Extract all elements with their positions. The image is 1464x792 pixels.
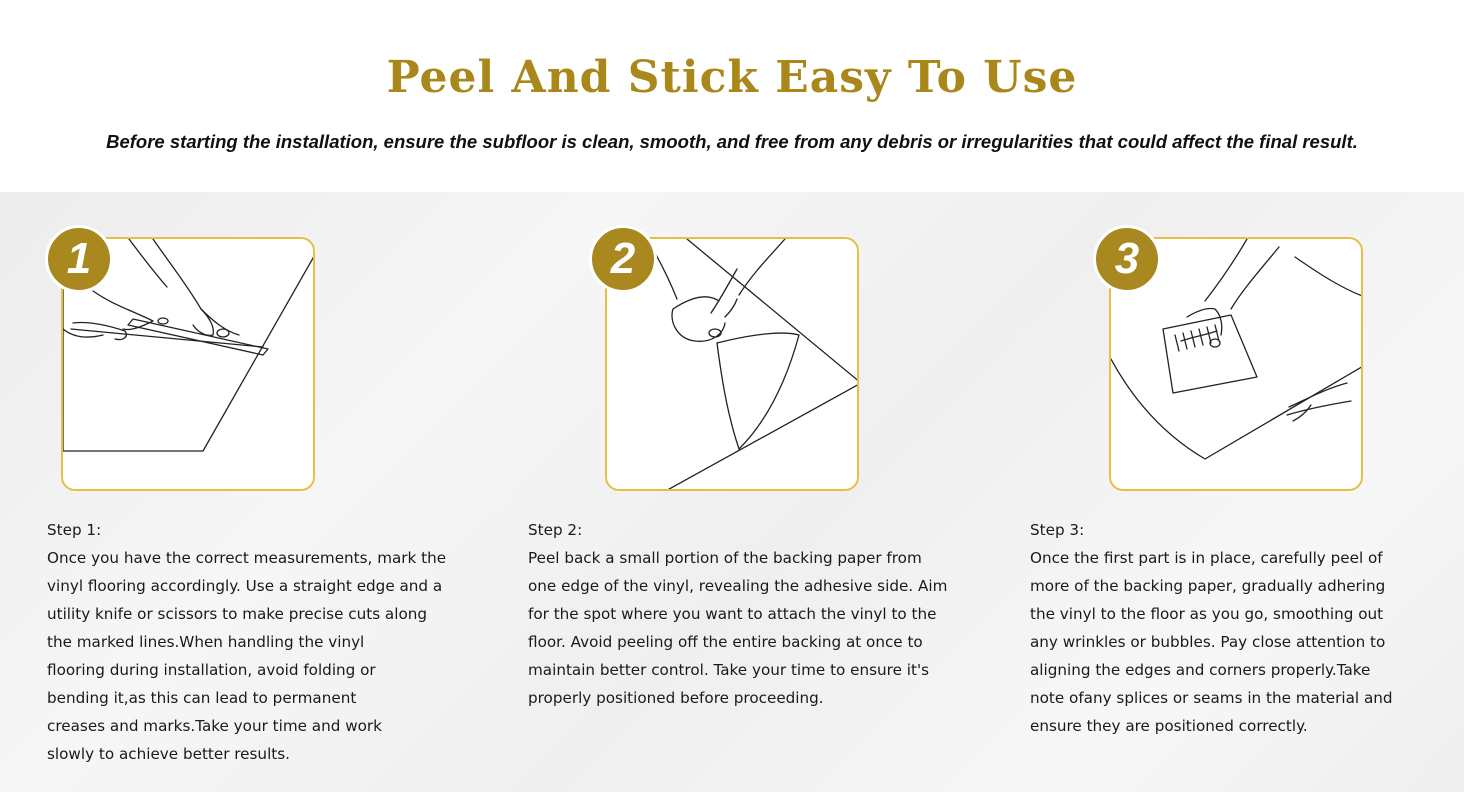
step-2-line: Peel back a small portion of the backing paper from	[528, 549, 922, 567]
step-3-line: Once the first part is in place, carefully peel of	[1030, 549, 1383, 567]
step-3-line: more of the backing paper, gradually adhering	[1030, 577, 1386, 595]
step-3-line: note ofany splices or seams in the material and	[1030, 689, 1393, 707]
step-1-line: slowly to achieve better results.	[47, 745, 290, 763]
step-2-description	[528, 516, 998, 712]
step-3-line: ensure they are positioned correctly.	[1030, 717, 1308, 735]
step-2-line: one edge of the vinyl, revealing the adhesive side. Aim	[528, 577, 948, 595]
step-2-line: maintain better control. Take your time to ensure it's	[528, 661, 930, 679]
step-1-line: vinyl flooring accordingly. Use a straight edge and a	[47, 577, 443, 595]
page-title: Peel And Stick Easy To Use	[386, 52, 1078, 103]
step-3-number-badge: 3	[1093, 225, 1161, 293]
step-1-line: creases and marks.Take your time and work	[47, 717, 382, 735]
step-3-line: the vinyl to the floor as you go, smoothing out	[1030, 605, 1384, 623]
step-1-line: the marked lines.When handling the vinyl	[47, 633, 365, 651]
step-3-description	[1030, 516, 1450, 740]
step-1-label: Step 1:	[47, 521, 102, 539]
step-2-line: for the spot where you want to attach the vinyl to the	[528, 605, 937, 623]
step-2-line: floor. Avoid peeling off the entire backing at once to	[528, 633, 923, 651]
step-3-label: Step 3:	[1030, 521, 1085, 539]
step-2-line: properly positioned before proceeding.	[528, 689, 824, 707]
step-1-description	[47, 516, 497, 768]
step-2-number-badge: 2	[589, 225, 657, 293]
step-2-label: Step 2:	[528, 521, 583, 539]
step-3-line: aligning the edges and corners properly.Take	[1030, 661, 1371, 679]
step-1-line: Once you have the correct measurements, mark the	[47, 549, 447, 567]
step-3-line: any wrinkles or bubbles. Pay close attention to	[1030, 633, 1386, 651]
step-1-number-badge: 1	[45, 225, 113, 293]
step-1-line: utility knife or scissors to make precise cuts along	[47, 605, 428, 623]
step-1-line: flooring during installation, avoid folding or	[47, 661, 376, 679]
step-1-line: bending it,as this can lead to permanent	[47, 689, 357, 707]
header	[0, 0, 1464, 192]
page-subtitle: Before starting the installation, ensure the subfloor is clean, smooth, and free from any debris or irregularities that could affect the final result.	[106, 131, 1358, 152]
